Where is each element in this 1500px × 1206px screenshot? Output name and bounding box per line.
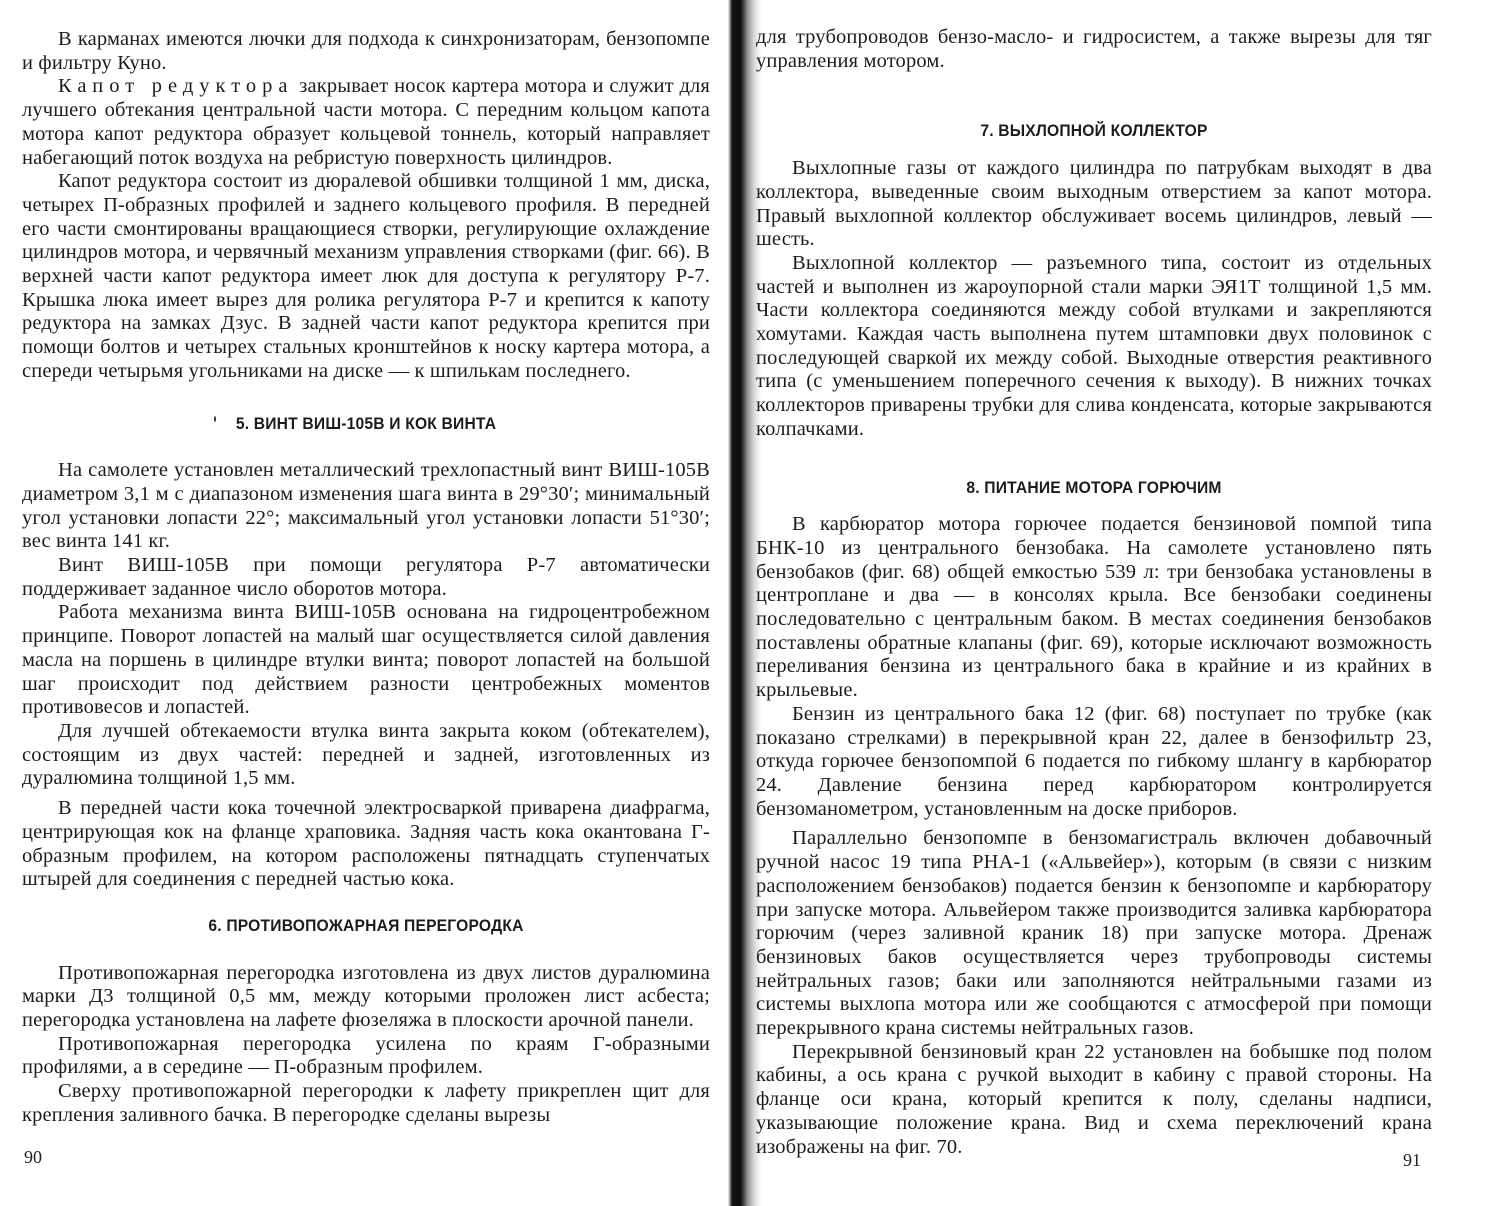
paragraph: Выхлопные газы от каждого цилиндра по патрубкам выходят в два коллектора, выведенные своим выходным отверстием за капот мотора. Правый выхлопной коллектор обслуживает восемь цилиндров, левый — шесть. bbox=[756, 157, 1432, 251]
paragraph: Параллельно бензопомпе в бензомагистраль включен добавочный ручной насос 19 типа РНА-1 («Альвейер»), которым (в связи с низким расположением бензобаков) подается бензин к бензопомпе и карбюратору при запуске мотора. Альвейером также производится заливка карбюратора горючим (через заливной краник 18) при запуске мотора. Дренаж бензиновых баков осуществляется через трубопроводы системы нейтральных газов; баки или заполняются нейтральными газами из системы выхлопа мотора или же сообщаются с атмосферой при помощи перекрывного крана системы нейтральных газов. bbox=[756, 827, 1432, 1040]
paragraph: Противопожарная перегородка усилена по краям Г-образными профилями, а в середине — П-образным профилем. bbox=[22, 1032, 710, 1079]
paragraph: В карбюратор мотора горючее подается бензиновой помпой типа БНК-10 из центрального бензобака. На самолете установлено пять бензобаков (фиг. 68) общей емкостью 539 л: три бензобака установлены в центроплане и два — в консолях крыла. Все бензобаки соединены последовательно с центральным баком. В местах соединения бензобаков поставлены обратные клапаны (фиг. 69), которые исключают возможность переливания бензина из центрального бака в крайние и из крайних в крыльевые. bbox=[756, 513, 1432, 702]
section-heading: 7. ВЫХЛОПНОЙ КОЛЛЕКТОР bbox=[980, 121, 1208, 141]
paragraph: Для лучшей обтекаемости втулка винта закрыта коком (обтекателем), состоящим из двух частей: передней и задней, изготовленных из дуралюмина толщиной 1,5 мм. bbox=[22, 719, 710, 790]
paragraph: На самолете установлен металлический трехлопастный винт ВИШ-105В диаметром 3,1 м с диапазоном изменения шага винта в 29°30′; минимальный угол установки лопасти 22°; максимальный угол установки лопасти 51°30′; вес винта 141 кг. bbox=[22, 459, 710, 553]
paragraph bbox=[22, 75, 710, 170]
paragraph: Перекрывной бензиновый кран 22 установлен на бобышке под полом кабины, а ось крана с ручкой выходит в кабину с правой стороны. На фланце оси крана, который крепится к полу, сделаны надписи, указывающие положение крана. Вид и схема переключений крана изображены на фиг. 70. bbox=[756, 1040, 1432, 1158]
page-number: 91 bbox=[1403, 1150, 1421, 1170]
paragraph-body: закрывает носок картера мотора и служит для лучшего обтекания центральной части мотора. С передним кольцом капота мотора капот редуктора образует кольцевой тоннель, который направляет набегающий поток воздуха на ребристую поверхность цилиндров. bbox=[22, 75, 710, 169]
paragraph: Винт ВИШ-105В при помощи регулятора Р-7 автоматически поддерживает заданное число оборотов мотора. bbox=[22, 554, 710, 600]
section-heading: 6. ПРОТИВОПОЖАРНАЯ ПЕРЕГОРОДКА bbox=[208, 915, 524, 935]
paragraph: Противопожарная перегородка изготовлена из двух листов дуралюмина марки Д3 толщиной 0,5 мм, между которыми проложен лист асбеста; перегородка установлена на лафете фюзеляжа в плоскости арочной панели. bbox=[22, 961, 710, 1032]
print-speck bbox=[214, 416, 216, 422]
page-number: 90 bbox=[24, 1147, 42, 1167]
section-heading: 5. ВИНТ ВИШ-105В И КОК ВИНТА bbox=[235, 413, 497, 433]
paragraph: В передней части кока точечной электросваркой приварена диафрагма, центрирующая кок на фланце храповика. Задняя часть кока окантована Г-образным профилем, на котором расположены пятнадцать ступенчатых штырей для соединения с передней частью кока. bbox=[22, 797, 710, 891]
paragraph: Сверху противопожарной перегородки к лафету прикреплен щит для крепления заливного бачка. В перегородке сделаны вырезы bbox=[22, 1080, 710, 1126]
left-page-text bbox=[22, 28, 710, 1128]
right-page-text bbox=[756, 26, 1432, 1159]
left-page bbox=[0, 0, 732, 1206]
paragraph: Работа механизма винта ВИШ-105В основана на гидроцентробежном принципе. Поворот лопастей на малый шаг осуществляется силой давления масла на поршень в цилиндре втулки винта; поворот лопастей на большой шаг происходит под действием разности центробежных моментов противовесов и лопастей. bbox=[22, 601, 710, 719]
paragraph: для трубопроводов бензо-масло- и гидросистем, а также вырезы для тяг управления мотором. bbox=[756, 26, 1432, 72]
paragraph: Капот редуктора состоит из дюралевой обшивки толщиной 1 мм, диска, четырех П-образных профилей и заднего кольцевого профиля. В передней его части смонтированы вращающиеся створки, регулирующие охлаждение цилиндров мотора, и червячный механизм управления створками (фиг. 66). В верхней части капот редуктора имеет люк для доступа к регулятору Р-7. Крышка люка имеет вырез для ролика регулятора Р-7 и крепится к капоту редуктора на замках Дзус. В задней части капот редуктора крепится при помощи болтов и четырех стальных кронштейнов к носку картера мотора, а спереди четырьмя угольниками на диске — к шпилькам последнего. bbox=[22, 170, 710, 382]
paragraph: Бензин из центрального бака 12 (фиг. 68) поступает по трубке (как показано стрелками) в перекрывной кран 22, далее в бензофильтр 23, откуда горючее бензопомпой 6 подается по гибкому шлангу в карбюратор 24. Давление бензина перед карбюратором контролируется бензоманометром, установленным на доске приборов. bbox=[756, 702, 1432, 820]
section-heading: 8. ПИТАНИЕ МОТОРА ГОРЮЧИМ bbox=[966, 477, 1222, 497]
spaced-term: Капот редуктора bbox=[58, 75, 294, 98]
paragraph: Выхлопной коллектор — разъемного типа, состоит из отдельных частей и выполнен из жароупорной стали марки ЭЯ1Т толщиной 1,5 мм. Части коллектора соединяются между собой втулками и закрепляются хомутами. Каждая часть выполнена путем штамповки двух половинок с последующей сваркой их между собой. Выходные отверстия реактивного типа (с уменьшением поперечного сечения к выходу). В нижних точках коллекторов приварены трубки для слива конденсата, которые закрываются колпачками. bbox=[756, 251, 1432, 440]
paragraph: В карманах имеются лючки для подхода к синхронизаторам, бензопомпе и фильтру Куно. bbox=[22, 28, 710, 74]
